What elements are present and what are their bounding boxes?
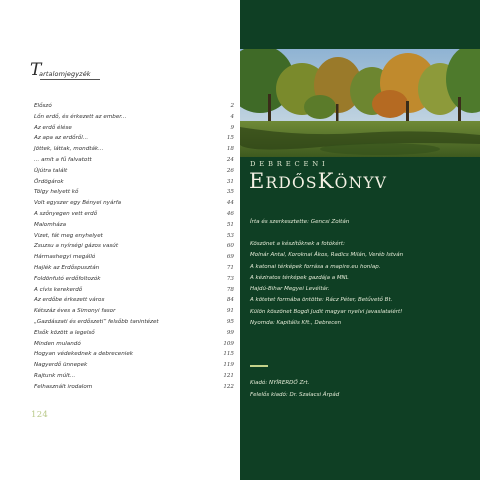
toc-entry-title: Jöttek, láttak, mondták... xyxy=(34,146,104,153)
toc-entry-page: 51 xyxy=(226,221,234,228)
toc-entry-title: Újútra talált xyxy=(34,167,68,174)
toc-entry-page: 24 xyxy=(226,156,234,163)
toc-entry xyxy=(34,112,234,123)
credit-line: A kéziratos térképek gazdája a MNL xyxy=(250,274,349,281)
toc-entry xyxy=(34,382,234,393)
toc-entry-title: Lőn erdő, és érkezett az ember... xyxy=(34,113,127,120)
toc-entry-page: 115 xyxy=(223,351,234,358)
toc-heading xyxy=(30,62,230,84)
toc-entry-title: A szőnyegen vett erdő xyxy=(34,210,98,217)
toc-entry-title: Rajtunk múlt... xyxy=(34,372,76,379)
toc-entry-title: Felhasznált irodalom xyxy=(34,383,93,390)
toc-entry xyxy=(34,144,234,155)
toc-entry-title: ... amit a fű falvatott xyxy=(34,156,92,163)
credit-line: A kötetet formába öntötte: Rácz Péter, Betűvető Bt. xyxy=(250,297,393,304)
toc-entry-page: 99 xyxy=(226,329,234,336)
toc-entry-title: Nagyerdő ünnepek xyxy=(34,362,88,369)
toc-entry xyxy=(34,220,234,231)
toc-list xyxy=(34,101,234,393)
toc-entry xyxy=(34,123,234,134)
toc-entry-page: 2 xyxy=(230,103,234,109)
toc-entry-page: 95 xyxy=(226,318,234,325)
toc-entry-page: 26 xyxy=(226,167,234,174)
book-title xyxy=(249,169,387,193)
toc-entry xyxy=(34,241,234,252)
toc-entry-page: 60 xyxy=(226,243,234,250)
toc-entry xyxy=(34,349,234,360)
toc-entry-page: 119 xyxy=(223,362,234,369)
toc-entry xyxy=(34,133,234,144)
toc-entry xyxy=(34,328,234,339)
toc-entry-page: 44 xyxy=(226,200,234,207)
toc-entry-page: 78 xyxy=(226,286,234,293)
toc-entry xyxy=(34,295,234,306)
toc-heading-rule xyxy=(40,79,100,80)
credits-block xyxy=(250,239,475,329)
title-part: E xyxy=(249,169,266,193)
toc-entry xyxy=(34,166,234,177)
toc-entry-page: 15 xyxy=(226,135,234,142)
toc-entry xyxy=(34,371,234,382)
publisher-line: Kiadó: NYÍRERDŐ Zrt. xyxy=(250,380,310,386)
toc-entry xyxy=(34,339,234,350)
page-number: 124 xyxy=(31,410,49,420)
toc-entry-title: Malomháza xyxy=(34,221,67,228)
toc-entry-page: 121 xyxy=(223,372,234,379)
toc-entry-page: 69 xyxy=(226,254,234,261)
toc-entry-title: Elsők között a legelső xyxy=(34,329,95,336)
credit-line: Nyomda: Kapitális Kft., Debrecen xyxy=(250,320,342,327)
toc-entry-title: Előszó xyxy=(34,103,52,109)
toc-entry-title: A cívis kerekerdő xyxy=(34,286,83,293)
forest-photo xyxy=(240,49,480,157)
toc-entry-title: Az erdő élése xyxy=(34,124,72,131)
toc-entry-page: 31 xyxy=(226,178,234,185)
toc-entry-title: Foldönfutó erdőfoltozók xyxy=(34,275,101,282)
toc-entry xyxy=(34,306,234,317)
toc-heading-text: artalomjegyzék xyxy=(39,70,91,78)
credit-line: Köszönet a készítőknek a fotókért: xyxy=(250,241,345,247)
toc-entry xyxy=(34,274,234,285)
toc-entry-title: Tölgy helyett kő xyxy=(34,189,79,196)
toc-entry-page: 46 xyxy=(226,210,234,217)
credit-line: Molnár Antal, Koroknai Ákos, Radics Milán, Veréb István xyxy=(250,252,404,259)
toc-entry-title: Az apa az erdőről... xyxy=(34,135,89,142)
toc-entry-page: 9 xyxy=(230,124,234,131)
toc-entry-page: 4 xyxy=(230,113,234,120)
credit-line: A katonai térképek forrása a mapire.eu honlap. xyxy=(250,263,381,270)
toc-entry-title: „Gazdászati és erdőszeti” felsőbb tanintézet xyxy=(34,318,159,325)
author-line: Írta és szerkesztette: Gencsi Zoltán xyxy=(250,219,350,225)
toc-entry-title: Volt egyszer egy Bényei nyárfa xyxy=(34,200,122,207)
responsible-publisher-line: Felelős kiadó: Dr. Szalacsi Árpád xyxy=(250,392,340,398)
toc-entry-page: 53 xyxy=(226,232,234,239)
toc-entry xyxy=(34,155,234,166)
series-label: DEBRECENI xyxy=(250,160,329,168)
toc-entry-title: Kétszáz éves a Simonyi fasor xyxy=(34,308,116,315)
title-part: ÖNYV xyxy=(334,174,388,192)
toc-entry xyxy=(34,101,234,112)
toc-entry-page: 73 xyxy=(226,275,234,282)
toc-entry-page: 18 xyxy=(226,146,234,153)
toc-entry-page: 84 xyxy=(226,297,234,304)
toc-entry xyxy=(34,198,234,209)
toc-entry xyxy=(34,285,234,296)
toc-entry xyxy=(34,231,234,242)
toc-entry xyxy=(34,263,234,274)
accent-rule xyxy=(250,365,268,367)
toc-entry-title: Zsuzsu a nyírségi gázos vasút xyxy=(34,243,119,250)
toc-entry xyxy=(34,187,234,198)
toc-entry xyxy=(34,317,234,328)
toc-entry xyxy=(34,360,234,371)
toc-entry xyxy=(34,252,234,263)
toc-entry-title: Ördögárok xyxy=(34,178,64,185)
toc-entry-title: Vizet, fát meg enyhelyet xyxy=(34,232,103,239)
toc-entry-title: Hajlék az Erdőspusztán xyxy=(34,264,100,271)
toc-entry xyxy=(34,177,234,188)
toc-entry-page: 35 xyxy=(226,189,234,196)
title-part: RDŐS xyxy=(265,174,318,192)
toc-entry-page: 122 xyxy=(223,383,234,390)
credit-line: Külön köszönet Bogdi Judit magyar nyelvi javaslataiért! xyxy=(250,308,403,315)
toc-entry-page: 91 xyxy=(226,308,234,315)
publisher-block xyxy=(250,377,475,401)
right-page xyxy=(240,0,480,480)
toc-entry-page: 109 xyxy=(223,340,234,347)
toc-entry-title: Hogyan védekednek a debreceniek xyxy=(34,351,134,358)
credit-line: Hajdú-Bihar Megyei Levéltár. xyxy=(250,286,330,293)
title-part: K xyxy=(317,169,335,193)
toc-entry-title: Hármashegyi megálló xyxy=(34,254,96,261)
toc-entry-page: 71 xyxy=(226,264,234,271)
toc-entry-title: Az erdőbe érkezett város xyxy=(34,297,105,304)
toc-entry-title: Minden mulandó xyxy=(34,340,81,347)
toc-heading-initial: T xyxy=(30,60,42,80)
toc-entry xyxy=(34,209,234,220)
